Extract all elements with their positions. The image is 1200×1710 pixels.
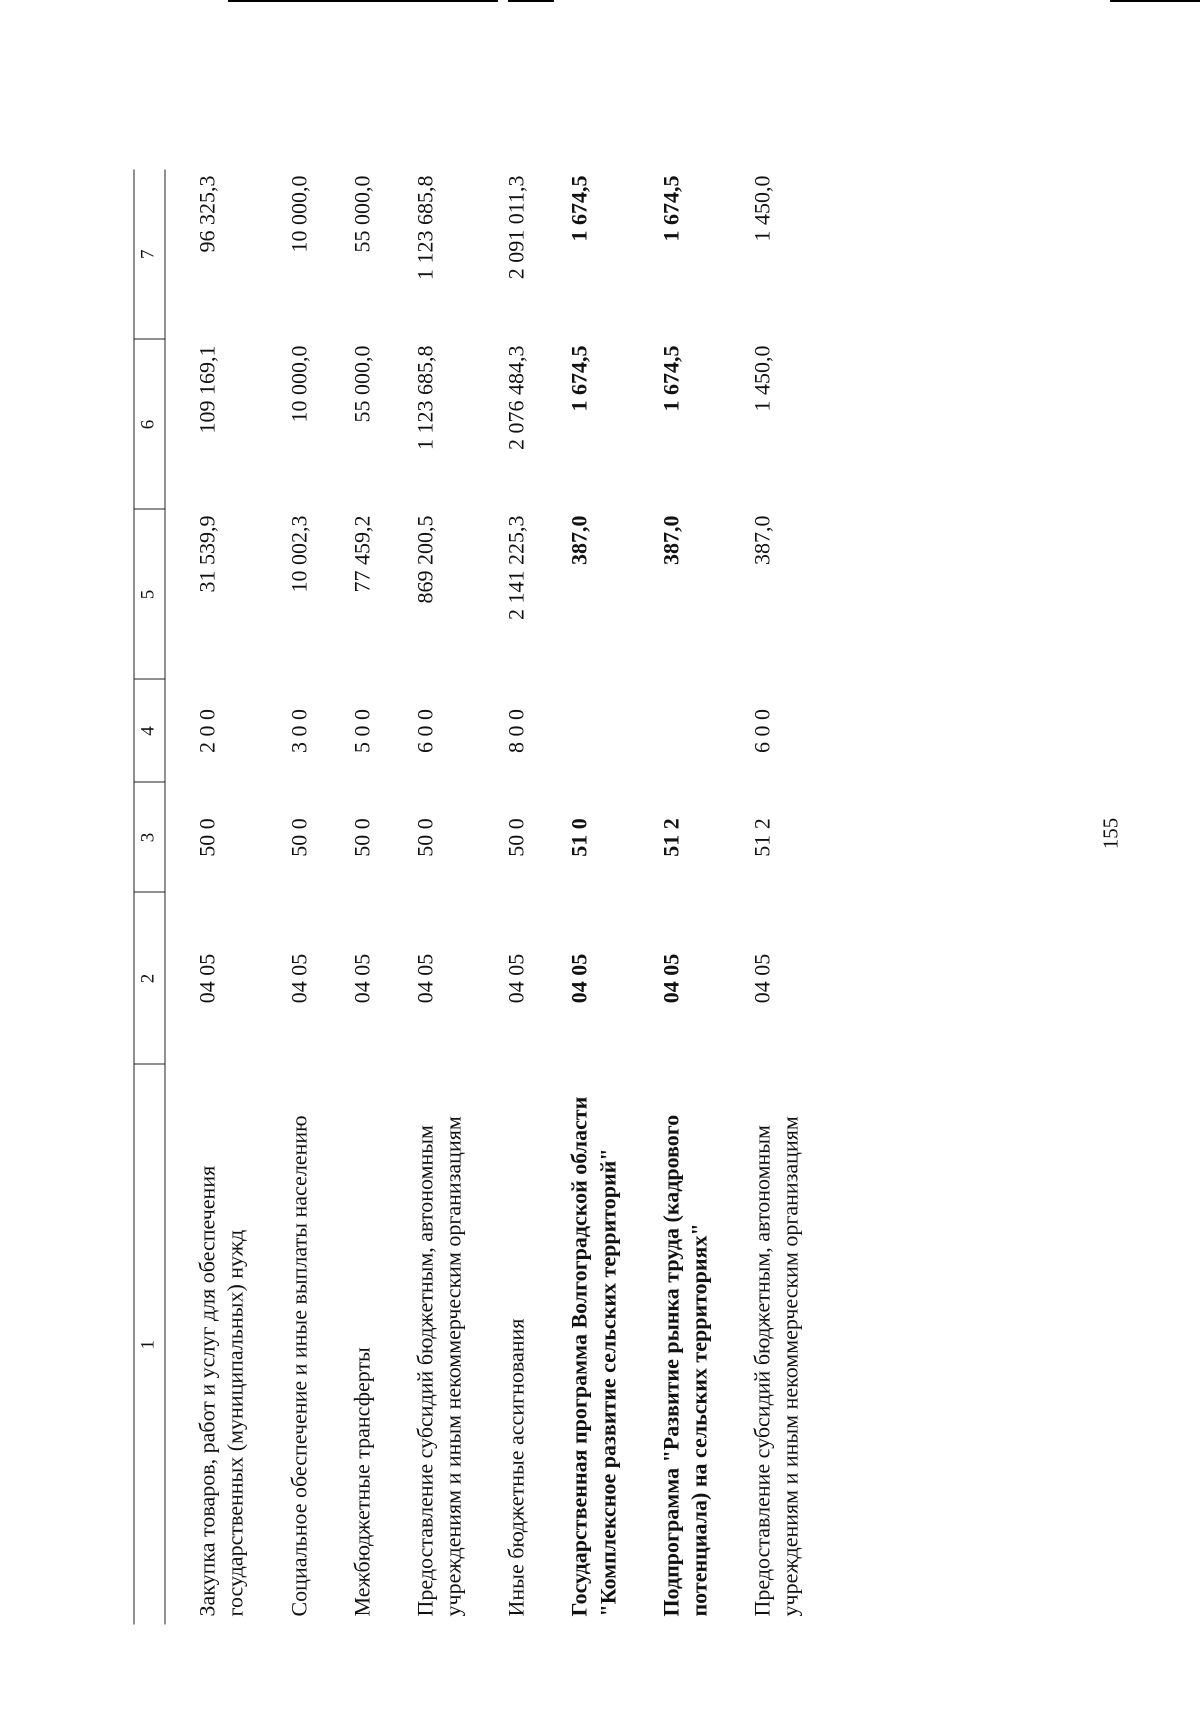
amount-col5: 387,0	[657, 515, 683, 565]
header-row	[134, 170, 165, 1625]
amount-col7: 96 325,3	[194, 175, 220, 253]
table-row	[502, 170, 565, 1625]
program-code: 50 0	[194, 818, 220, 857]
amount-col6: 2 076 484,3	[503, 345, 529, 450]
amount-col5: 387,0	[566, 515, 592, 565]
expense-type-code	[657, 680, 748, 783]
section-code: 04 05	[411, 953, 437, 1004]
expense-type-code: 6 0 0	[411, 709, 437, 753]
row-name: Межбюджетные трансферты	[348, 1347, 374, 1617]
program-code: 50 0	[503, 818, 529, 857]
program-code: 51 0	[566, 818, 592, 857]
row-name: Предоставление субсидий бюджетным, автономным учреждениям и иным некоммерческим организациям	[749, 1116, 803, 1617]
column-header: 4	[134, 680, 165, 783]
table-row	[748, 170, 839, 1625]
amount-col6: 1 450,0	[749, 345, 775, 412]
section-code: 04 05	[285, 953, 311, 1004]
section-code: 04 05	[657, 953, 683, 1004]
column-header: 2	[134, 893, 165, 1065]
table-row	[348, 170, 411, 1625]
column-header: 3	[134, 783, 165, 893]
column-header: 1	[134, 1065, 165, 1625]
amount-col5: 869 200,5	[411, 515, 437, 604]
table-row	[165, 170, 285, 1625]
amount-col5: 2 141 225,3	[503, 515, 529, 620]
row-name: Государственная программа Волгоградской области "Комплексное развитие сельских территорий"	[566, 1096, 620, 1617]
row-name: Предоставление субсидий бюджетным, автономным учреждениям и иным некоммерческим организациям	[411, 1116, 466, 1617]
rotated-page	[0, 1, 1200, 1710]
amount-col6: 10 000,0	[285, 345, 311, 423]
expense-type-code	[565, 680, 656, 783]
amount-col7: 1 674,5	[657, 175, 683, 242]
table-row	[285, 170, 348, 1625]
program-code: 51 2	[749, 818, 775, 857]
column-header: 5	[134, 510, 165, 680]
section-code: 04 05	[348, 953, 374, 1004]
program-code: 50 0	[285, 818, 311, 857]
amount-col5: 10 002,3	[285, 515, 311, 593]
expense-type-code: 2 0 0	[194, 709, 220, 753]
amount-col6: 1 674,5	[566, 345, 592, 412]
expense-type-code: 5 0 0	[348, 709, 374, 753]
table-row-subprogram	[657, 170, 748, 1625]
amount-col5: 387,0	[749, 515, 775, 565]
column-header: 6	[134, 340, 165, 510]
amount-col5: 77 459,2	[348, 515, 374, 593]
amount-col6: 1 674,5	[657, 345, 683, 412]
table-row-program	[565, 170, 656, 1625]
amount-col6: 55 000,0	[348, 345, 374, 423]
amount-col7: 2 091 011,3	[503, 175, 529, 280]
program-code: 51 2	[657, 818, 683, 857]
amount-col7: 1 123 685,8	[411, 175, 437, 280]
program-code: 50 0	[411, 818, 437, 857]
amount-col6: 1 123 685,8	[411, 345, 437, 450]
amount-col7: 55 000,0	[348, 175, 374, 253]
amount-col5: 31 539,9	[194, 515, 220, 593]
table-row	[411, 170, 502, 1625]
amount-col7: 1 674,5	[566, 175, 592, 242]
row-name: Закупка товаров, работ и услуг для обеспечения государственных (муниципальных) нужд	[194, 1165, 248, 1617]
section-code: 04 05	[749, 953, 775, 1004]
amount-col7: 10 000,0	[285, 175, 311, 253]
section-code: 04 05	[503, 953, 529, 1004]
row-name: Социальное обеспечение и иные выплаты населению	[285, 1115, 311, 1617]
amount-col7: 1 450,0	[749, 175, 775, 242]
section-code: 04 05	[566, 953, 592, 1004]
program-code: 50 0	[348, 818, 374, 857]
expense-type-code: 3 0 0	[285, 709, 311, 753]
section-code: 04 05	[194, 953, 220, 1004]
expense-type-code: 8 0 0	[503, 709, 529, 753]
page-number: 155	[1098, 817, 1122, 850]
amount-col6: 109 169,1	[194, 345, 220, 434]
row-name: Иные бюджетные ассигнования	[503, 1318, 529, 1617]
expense-type-code: 6 0 0	[749, 709, 775, 753]
budget-table	[133, 170, 839, 1625]
row-name: Подпрограмма "Развитие рынка труда (кадрового потенциала) на сельских территориях"	[657, 1114, 711, 1617]
column-header: 7	[134, 170, 165, 340]
